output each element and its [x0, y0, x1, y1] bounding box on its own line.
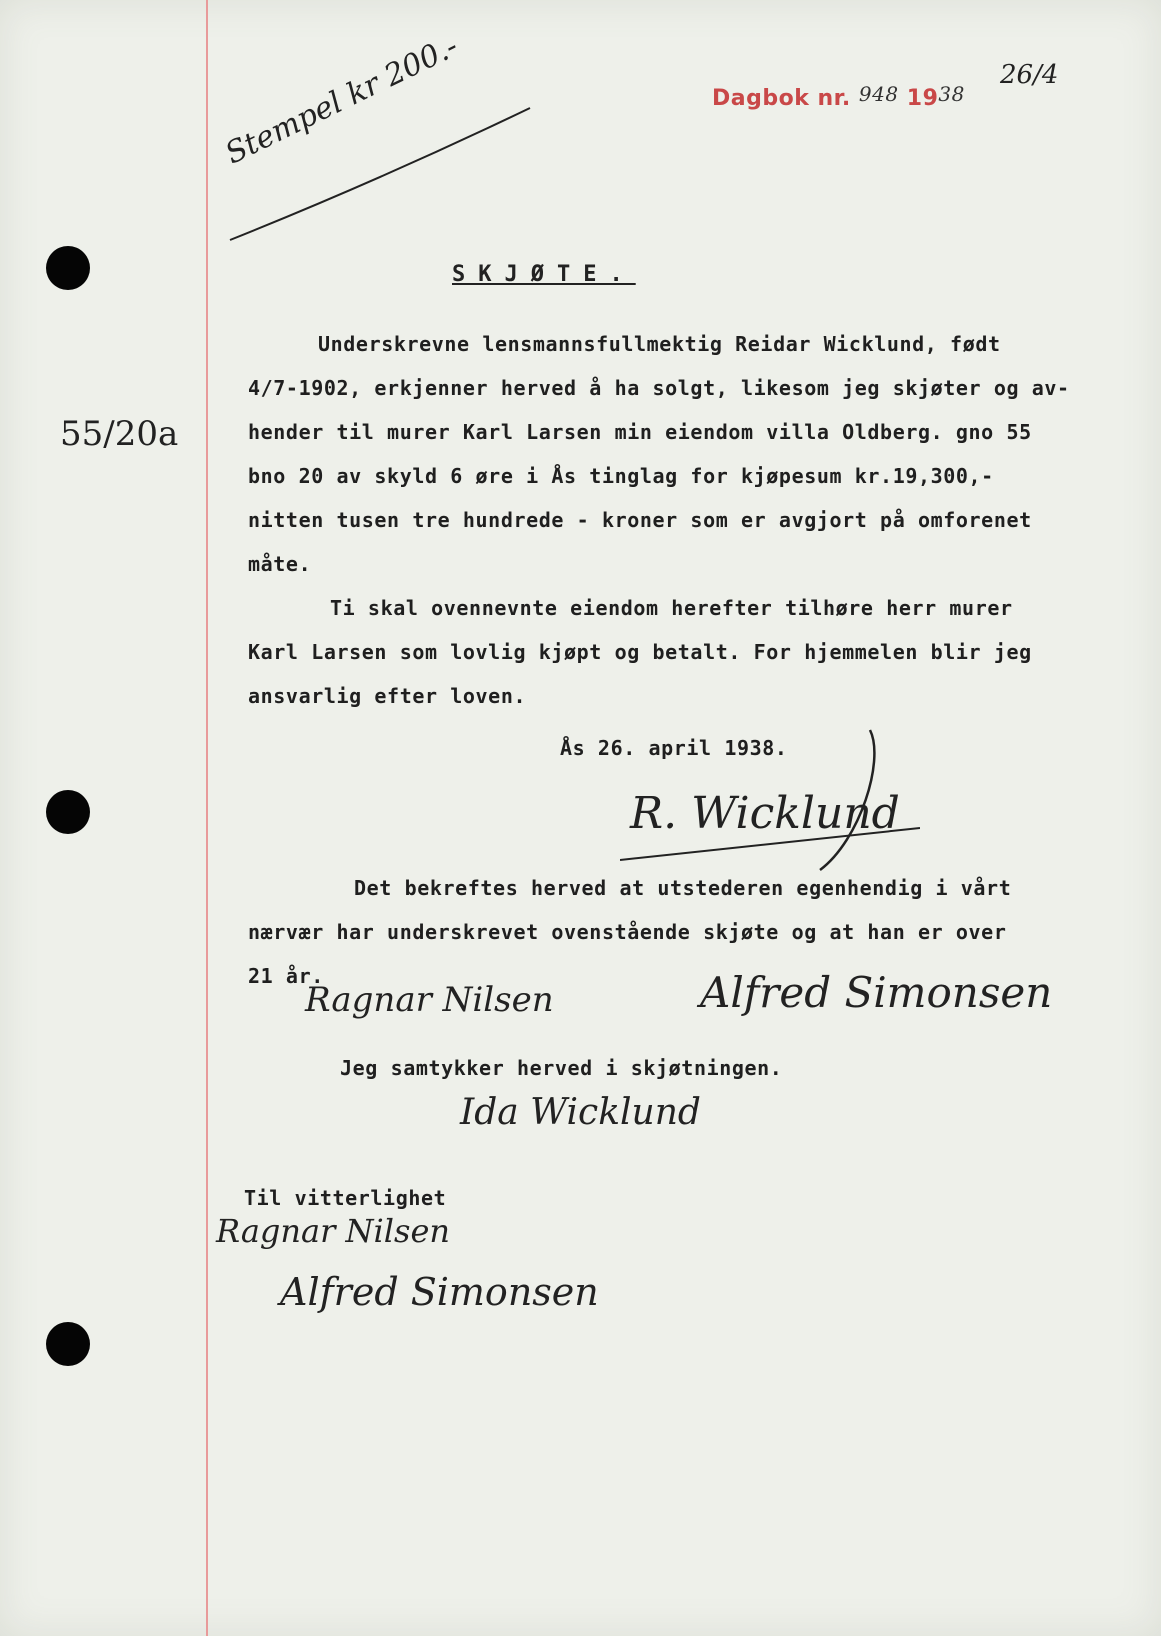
body-line: Karl Larsen som lovlig kjøpt og betalt. For hjemmelen blir jeg [248, 640, 1032, 664]
dagbok-stamp [712, 82, 965, 111]
punch-hole-bottom [46, 1322, 90, 1366]
body-line: hender til murer Karl Larsen min eiendom villa Oldberg. gno 55 [248, 420, 1032, 444]
document-title: SKJØTE. [452, 262, 636, 287]
year-prefix: 19 [906, 86, 939, 111]
body-line: Underskrevne lensmannsfullmektig Reidar Wicklund, født [318, 332, 1001, 356]
witness-signature-2: Alfred Simonsen [700, 968, 1053, 1017]
year-suffix: 38 [938, 82, 965, 106]
margin-rule [206, 0, 208, 1636]
vitterlighet-signature-2: Alfred Simonsen [280, 1270, 599, 1314]
body-line: bno 20 av skyld 6 øre i Ås tinglag for kjøpesum kr.19,300,- [248, 464, 994, 488]
stamp-note-underline [220, 100, 540, 260]
seller-signature-flourish [620, 720, 920, 880]
margin-reference: 55/20a [60, 414, 179, 454]
punch-hole-top [46, 246, 90, 290]
punch-hole-middle [46, 790, 90, 834]
body-line: Det bekreftes herved at utstederen egenhendig i vårt [354, 876, 1012, 900]
dagbok-number: 948 [858, 82, 899, 106]
body-line: 4/7-1902, erkjenner herved å ha solgt, likesom jeg skjøter og av- [248, 376, 1070, 400]
witness-heading: Til vitterlighet [244, 1186, 447, 1210]
dagbok-label: Dagbok nr. [712, 86, 851, 111]
date-note: 26/4 [1000, 60, 1059, 90]
seller-signature: R. Wicklund [630, 788, 900, 839]
place-date: Ås 26. april 1938. [560, 736, 788, 760]
vitterlighet-signature-1: Ragnar Nilsen [216, 1212, 450, 1250]
body-line: ansvarlig efter loven. [248, 684, 527, 708]
body-line: 21 år. [248, 964, 324, 988]
witness-signature-1: Ragnar Nilsen [305, 980, 554, 1020]
body-line: nærvær har underskrevet ovenstående skjøte og at han er over [248, 920, 1007, 944]
stamp-fee-note: Stempel kr 200.- [220, 28, 464, 172]
body-line: nitten tusen tre hundrede - kroner som er avgjort på omforenet [248, 508, 1032, 532]
body-line: Jeg samtykker herved i skjøtningen. [340, 1056, 783, 1080]
consent-signature: Ida Wicklund [460, 1092, 701, 1133]
body-line: Ti skal ovennevnte eiendom herefter tilhøre herr murer [330, 596, 1013, 620]
body-line: måte. [248, 552, 312, 576]
